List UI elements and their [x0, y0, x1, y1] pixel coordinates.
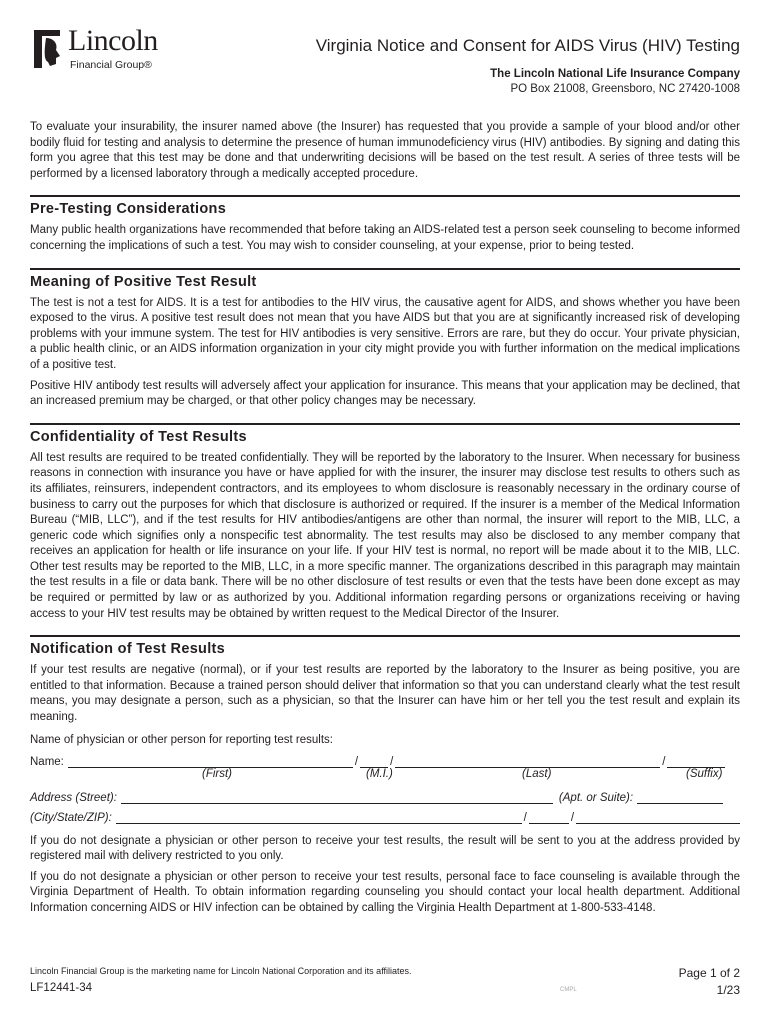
section-title: Confidentiality of Test Results	[30, 428, 247, 445]
section-paragraph: Positive HIV antibody test results will adversely affect your application for insurance. This means that your application may be declined, that an increased premium may be charged, or that other policy changes may be necessary.	[30, 379, 740, 408]
closing-paragraph: If you do not designate a physician or other person to receive your test results, the result will be sent to you at the address provided by registered mail with delivery restricted to you only.	[30, 834, 740, 863]
section-confidentiality	[30, 423, 740, 623]
section-divider	[30, 268, 740, 270]
section-positive-result	[30, 268, 740, 410]
logo-wordmark: Lincoln	[68, 24, 158, 57]
revision-date: 1/23	[716, 983, 740, 997]
first-label: (First)	[202, 767, 233, 780]
separator: /	[523, 811, 527, 824]
suffix-field[interactable]	[667, 756, 725, 768]
section-paragraph: Many public health organizations have recommended that before taking an AIDS-related test a person seek counseling to become informed concerning the implications of such a test. You may wish to consider counseling, at your expense, prior to being tested.	[30, 224, 740, 252]
name-label: Name:	[30, 755, 64, 768]
footer-note: Lincoln Financial Group is the marketing name for Lincoln National Corporation and its affiliates.	[30, 966, 412, 976]
name-field-labels	[30, 768, 740, 784]
section-title: Pre-Testing Considerations	[30, 201, 227, 218]
company-name: The Lincoln National Life Insurance Company	[490, 68, 740, 80]
city-label: (City/State/ZIP):	[30, 811, 112, 824]
section-paragraph: The test is not a test for AIDS. It is a test for antibodies to the HIV virus, the causative agent for AIDS, and shows whether you have been exposed to the virus. A positive test result does not mean that you have AIDS but that you are at significantly increased risk of developing problems with your immune system. The test for HIV antibodies is very sensitive. Errors are rare, but they do occur. Your private physician, a public health clinic, or an AIDS information organization in your city might provide you with further information on the medical implications of a positive test.	[30, 296, 740, 371]
section-paragraph: If your test results are negative (normal), or if your test results are reported by the laboratory to the Insurer as being positive, you are entitled to that information. Because a trained person should deliver that information so that you can understand clearly what the test result means, you may designate a person, such as a physician, so that the Insurer can have him or her tell you the test result and explain its meaning.	[30, 664, 740, 724]
company-address: PO Box 21008, Greensboro, NC 27420-1008	[510, 83, 740, 95]
page-number: Page 1 of 2	[678, 966, 740, 980]
suffix-label: (Suffix)	[686, 767, 723, 780]
section-notification	[30, 635, 740, 725]
first-name-field[interactable]	[68, 756, 353, 768]
last-name-field[interactable]	[395, 756, 660, 768]
document-title: Virginia Notice and Consent for AIDS Virus (HIV) Testing	[315, 36, 740, 55]
separator: /	[662, 755, 666, 768]
street-label: Address (Street):	[30, 791, 117, 804]
header	[30, 24, 740, 100]
intro-paragraph: To evaluate your insurability, the insurer named above (the Insurer) has requested that you provide a sample of your blood and/or other bodily fluid for testing and analysis to determine the presence of human immunodeficiency virus (HIV) antibodies. By signing and dating this form you agree that this test may be done and that underwriting decisions will be based on the test result. A series of three tests will be performed by a licensed laboratory through a medically accepted procedure.	[30, 121, 740, 180]
section-title: Meaning of Positive Test Result	[30, 273, 257, 290]
city-row	[30, 812, 740, 824]
section-pre-testing	[30, 195, 740, 254]
section-paragraph: All test results are required to be treated confidentially. They will be reported by the laboratory to the Insurer. When necessary for business reasons in connection with insurance you have or have applied for with the insurer, the insurer may disclose test results to others such as its affiliates, reinsurers, independent contractors, and its employees to whom disclosure is reasonably necessary in the ordinary course of business to carry out the purposes for which that disclosure is authorized or required. If the insurer is a member of the Medical Information Bureau (“MIB, LLC”), and if the test results for HIV antibodies/antigens are other than normal, the insurer will report to the MIB, LLC, a generic code which signifies only a nonspecific test abnormality. The test results may also be disclosed to any member company that receives an application for health or life insurance on your life. If your HIV test is normal, no report will be made about it to the MIB, LLC. Other test results may be reported to the MIB, LLC, in a more specific manner. The organizations described in this paragraph may maintain the test results in a file or data bank. There will be no other disclosure of test results or even that the tests have been done except as may be required or permitted by law or as authorized by you. Additional information regarding persons or organizations receiving or having access to your HIV test results may be obtained by written request to the Medical Director of the Insurer.	[30, 451, 740, 620]
name-row	[30, 756, 740, 768]
section-divider	[30, 423, 740, 425]
section-divider	[30, 635, 740, 637]
street-field[interactable]	[121, 792, 553, 804]
apt-field[interactable]	[637, 792, 723, 804]
zip-field[interactable]	[529, 812, 569, 824]
lincoln-profile-icon	[30, 28, 66, 72]
section-divider	[30, 195, 740, 197]
footer	[30, 966, 740, 997]
street-row	[30, 792, 740, 804]
form-code: CMPL	[560, 987, 577, 993]
lincoln-logo	[30, 24, 190, 76]
apt-label: (Apt. or Suite):	[558, 791, 634, 804]
logo-subtitle: Financial Group®	[70, 59, 152, 71]
form-id: LF12441-34	[30, 982, 93, 994]
designee-form	[30, 734, 740, 824]
city-state-field[interactable]	[116, 812, 522, 824]
last-label: (Last)	[522, 767, 552, 780]
middle-initial-field[interactable]	[360, 756, 388, 768]
mi-label: (M.I.)	[366, 767, 393, 780]
section-title: Notification of Test Results	[30, 641, 226, 658]
closing-paragraph: If you do not designate a physician or other person to receive your test results, personal face to face counseling is available through the Virginia Department of Health. To obtain information regarding counseling you should contact your local health department. Additional Information concerning AIDS or HIV infection can be obtained by calling the Virginia Health Department at 1-800-533-4148.	[30, 870, 740, 914]
zip-extension-field[interactable]	[576, 812, 740, 824]
separator: /	[570, 811, 575, 824]
separator: /	[354, 755, 359, 768]
separator: /	[390, 755, 394, 768]
document-page	[30, 24, 740, 917]
form-prompt: Name of physician or other person for reporting test results:	[30, 733, 333, 746]
